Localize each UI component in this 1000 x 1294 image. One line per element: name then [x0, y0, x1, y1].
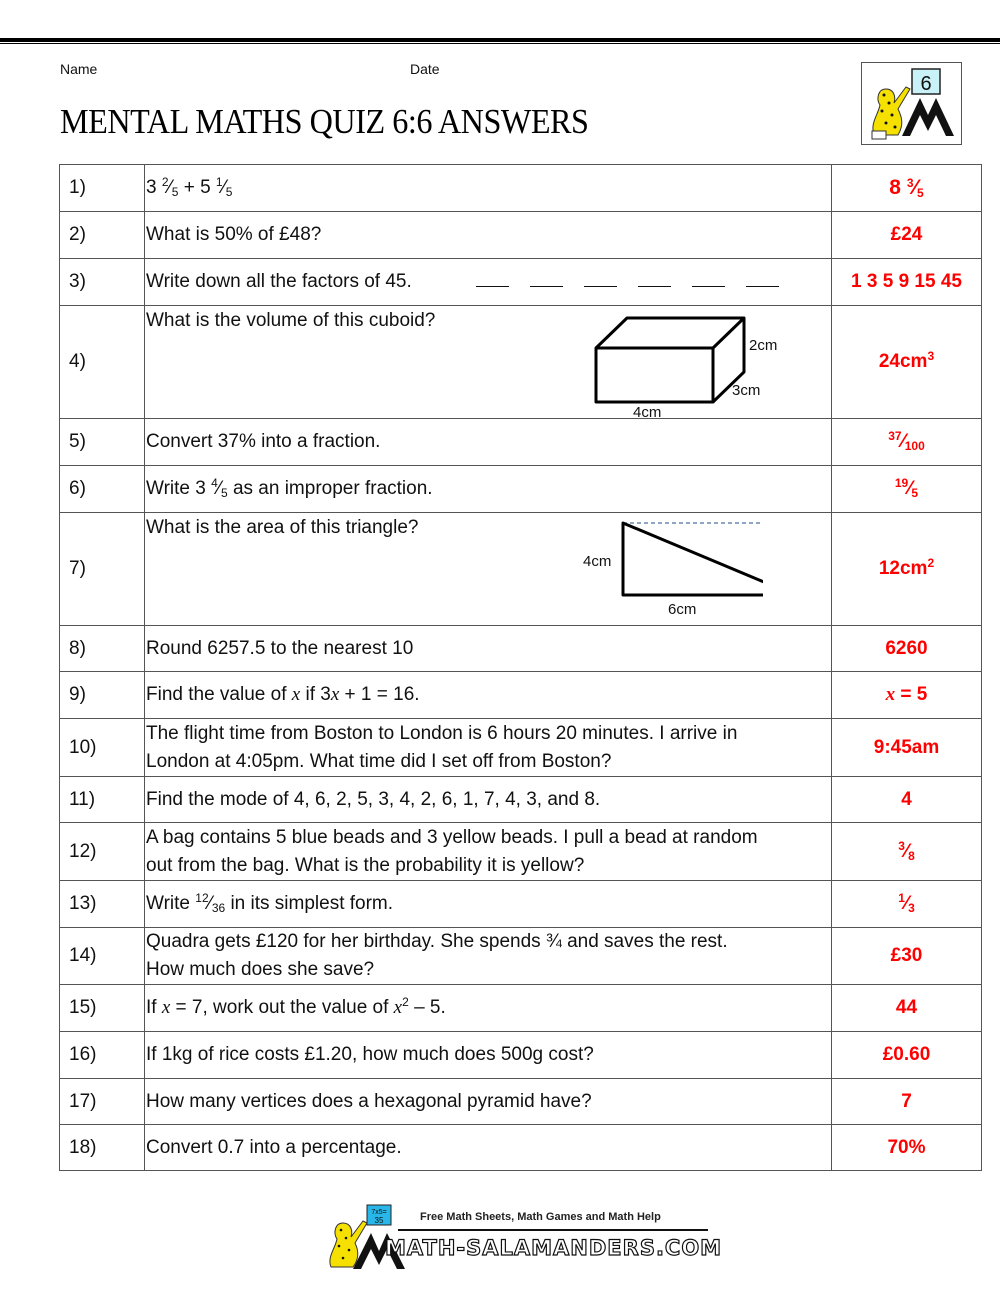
- quiz-row: [60, 1079, 982, 1125]
- question-number: 7): [60, 513, 145, 626]
- question-text: Write $^{12}⁄_{36}$ in its simplest form.: [145, 881, 832, 928]
- page-title: MENTAL MATHS QUIZ 6:6 ANSWERS: [60, 102, 589, 141]
- quiz-row: [60, 985, 982, 1032]
- question-number: 6): [60, 466, 145, 513]
- quiz-table: [59, 164, 982, 1171]
- answer-cell: $^1⁄_3$: [832, 881, 982, 928]
- answer-cell: £30: [832, 928, 982, 985]
- answer-cell: $^{37}⁄_{100}$: [832, 419, 982, 466]
- svg-text:2cm: 2cm: [749, 337, 778, 354]
- answer-cell: $^{19}⁄_5$: [832, 466, 982, 513]
- question-text: 3 $^2⁄_5 + 5$ $^1⁄_5$: [145, 165, 832, 212]
- quiz-row: [60, 1032, 982, 1079]
- question-number: 16): [60, 1032, 145, 1079]
- salamander-logo: [861, 62, 962, 145]
- question-text: Quadra gets £120 for her birthday. She spends ¾ and saves the rest. How much does she save?: [145, 928, 832, 985]
- question-number: 12): [60, 823, 145, 881]
- quiz-row: [60, 513, 982, 626]
- quiz-row: [60, 881, 982, 928]
- quiz-row: [60, 306, 982, 419]
- answer-blanks: [476, 271, 800, 293]
- question-number: 2): [60, 212, 145, 259]
- svg-text:7x5=: 7x5=: [371, 1209, 387, 1216]
- question-number: 17): [60, 1079, 145, 1125]
- quiz-row: [60, 466, 982, 513]
- answer-cell: 70%: [832, 1125, 982, 1171]
- question-number: 14): [60, 928, 145, 985]
- answer-cell: 44: [832, 985, 982, 1032]
- answer-cell: 1 3 5 9 15 45: [832, 259, 982, 306]
- question-number: 8): [60, 626, 145, 672]
- answer-cell: 7: [832, 1079, 982, 1125]
- question-text: What is the area of this triangle? 4cm 6cm: [145, 513, 832, 626]
- question-text: A bag contains 5 blue beads and 3 yellow beads. I pull a bead at random out from the bag. What is the probability it is yellow?: [145, 823, 832, 881]
- question-text: What is the volume of this cuboid? 2cm 3cm 4cm: [145, 306, 832, 419]
- question-number: 9): [60, 672, 145, 719]
- question-text: If x = 7, work out the value of $x^2 - 5$.: [145, 985, 832, 1032]
- svg-text:4cm: 4cm: [583, 553, 612, 570]
- question-number: 13): [60, 881, 145, 928]
- answer-cell: 9:45am: [832, 719, 982, 777]
- question-number: 3): [60, 259, 145, 306]
- top-rule: [0, 38, 1000, 44]
- svg-text:3cm: 3cm: [732, 382, 761, 399]
- cuboid-diagram: [505, 306, 785, 419]
- question-number: 1): [60, 165, 145, 212]
- name-label: Name: [60, 61, 98, 77]
- quiz-row: [60, 212, 982, 259]
- question-number: 15): [60, 985, 145, 1032]
- answer-cell: 8 $^3⁄_5$: [832, 165, 982, 212]
- quiz-row: [60, 259, 982, 306]
- quiz-row: [60, 419, 982, 466]
- salamander-logo-icon: [862, 63, 961, 144]
- answer-cell: $^3⁄_8$: [832, 823, 982, 881]
- question-text: Write down all the factors of 45.: [145, 259, 832, 306]
- answer-cell: 6260: [832, 626, 982, 672]
- answer-cell: £0.60: [832, 1032, 982, 1079]
- question-text: What is 50% of £48?: [145, 212, 832, 259]
- svg-text:6cm: 6cm: [668, 601, 697, 618]
- quiz-row: [60, 626, 982, 672]
- answer-cell: $24cm^3$: [832, 306, 982, 419]
- date-label: Date: [410, 61, 440, 77]
- question-text: Convert 0.7 into a percentage.: [145, 1125, 832, 1171]
- footer-rule: [398, 1229, 708, 1231]
- question-number: 11): [60, 777, 145, 823]
- answer-cell: £24: [832, 212, 982, 259]
- quiz-row: [60, 823, 982, 881]
- quiz-row: [60, 777, 982, 823]
- quiz-row: [60, 1125, 982, 1171]
- quiz-row: [60, 165, 982, 212]
- quiz-row: [60, 719, 982, 777]
- question-number: 5): [60, 419, 145, 466]
- question-number: 18): [60, 1125, 145, 1171]
- question-text: Convert 37% into a fraction.: [145, 419, 832, 466]
- answer-cell: $12cm^2$: [832, 513, 982, 626]
- svg-text:4cm: 4cm: [633, 404, 662, 419]
- question-text: Find the value of x if 3x + 1 = 16.: [145, 672, 832, 719]
- question-text: Write 3 $^4⁄_5$ as an improper fraction.: [145, 466, 832, 513]
- svg-text:6: 6: [920, 73, 932, 95]
- svg-text:35: 35: [374, 1216, 384, 1225]
- question-text: The flight time from Boston to London is 6 hours 20 minutes. I arrive in London at 4:05pm. What time did I set off from Boston?: [145, 719, 832, 777]
- footer-brand[interactable]: MATH-SALAMANDERS.COM: [385, 1236, 723, 1260]
- question-number: 10): [60, 719, 145, 777]
- triangle-diagram: [503, 513, 763, 626]
- quiz-row: [60, 672, 982, 719]
- question-text: If 1kg of rice costs £1.20, how much does 500g cost?: [145, 1032, 832, 1079]
- question-number: 4): [60, 306, 145, 419]
- question-text: Round 6257.5 to the nearest 10: [145, 626, 832, 672]
- question-text: Find the mode of 4, 6, 2, 5, 3, 4, 2, 6, 1, 7, 4, 3, and 8.: [145, 777, 832, 823]
- quiz-row: [60, 928, 982, 985]
- answer-cell: x = 5: [832, 672, 982, 719]
- footer-tagline: Free Math Sheets, Math Games and Math Help: [420, 1211, 661, 1223]
- question-text: How many vertices does a hexagonal pyramid have?: [145, 1079, 832, 1125]
- answer-cell: 4: [832, 777, 982, 823]
